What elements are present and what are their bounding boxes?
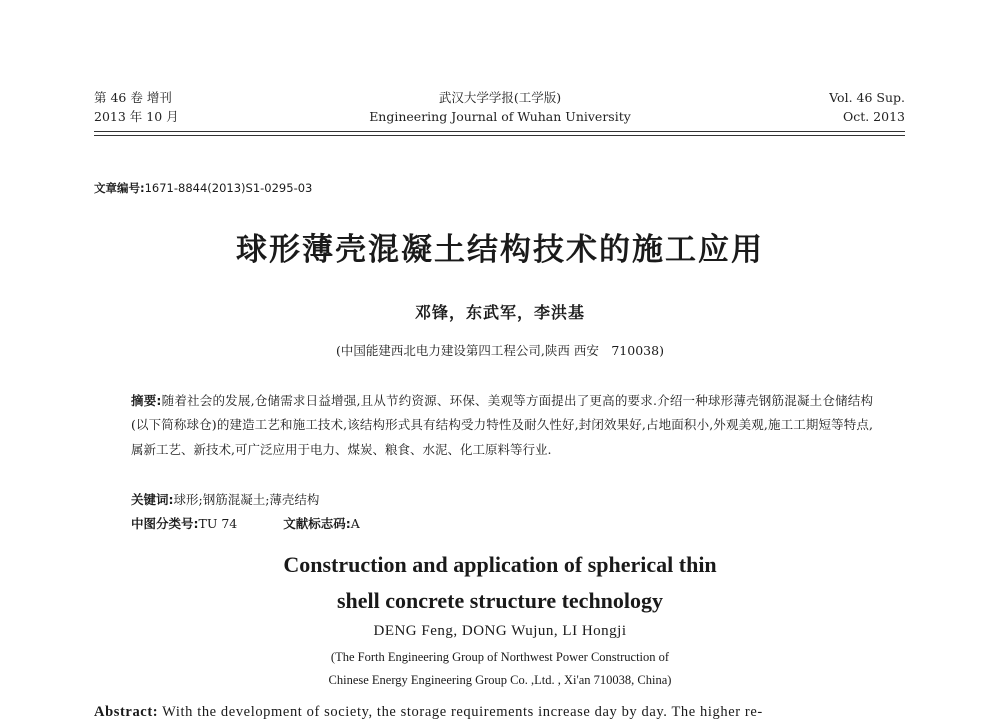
authors-en: DENG Feng, DONG Wujun, LI Hongji <box>373 623 627 639</box>
journal-volume-en <box>829 88 905 126</box>
clc-label: 中图分类号: <box>131 516 199 531</box>
header-rule-bottom <box>94 135 905 136</box>
article-number-label: 文章编号: <box>94 181 145 195</box>
abstract-en-label: Abstract: <box>94 704 159 720</box>
journal-volume-info <box>94 88 179 126</box>
affiliation-en-line1: (The Forth Engineering Group of Northwest Power Construction of <box>330 650 670 664</box>
article-number <box>94 180 312 196</box>
doc-code-label: 文献标志码: <box>283 516 351 531</box>
abstract-en-text: With the development of society, the storage requirements increase day by day. The higher re- <box>162 704 763 720</box>
keywords-text: 球形;钢筋混凝土;薄壳结构 <box>173 492 320 507</box>
authors-cn: 邓锋，东武军，李洪基 <box>414 303 585 322</box>
abstract-cn <box>131 389 873 462</box>
abstract-en <box>94 704 763 721</box>
publication-date: 2013 年 10 月 <box>94 109 179 124</box>
paper-title-cn: 球形薄壳混凝土结构技术的施工应用 <box>236 232 764 268</box>
date-en: Oct. 2013 <box>842 109 905 124</box>
volume-en: Vol. 46 Sup. <box>829 90 905 105</box>
affiliation-en-line2: Chinese Energy Engineering Group Co. ,Ltd. , Xi'an 710038, China) <box>328 673 672 687</box>
article-number-value: 1671-8844(2013)S1-0295-03 <box>144 181 313 195</box>
paper-title-en-line2: shell concrete structure technology <box>336 588 664 613</box>
abstract-cn-text: 随着社会的发展,仓储需求日益增强,且从节约资源、环保、美观等方面提出了更高的要求.介绍一种球形薄壳钢筋混凝土仓储结构(以下简称球仓)的建造工艺和施工技术,该结构形式具有结构受力特性及耐久性好,封闭效果好,占地面积小,外观美观,施工工期短等特点,属新工艺、新技术,可广泛应用于电力、煤炭、粮食、水泥、化工原料等行业. <box>131 393 873 457</box>
header-rule-top <box>94 131 905 132</box>
abstract-cn-label: 摘要: <box>131 393 162 408</box>
journal-name-cn: 武汉大学学报(工学版) <box>438 90 562 105</box>
volume-issue: 第 46 卷 增刊 <box>94 90 172 105</box>
keywords-cn <box>131 490 319 508</box>
doc-code-value: A <box>350 516 360 531</box>
journal-name <box>300 88 700 126</box>
classification-line <box>131 514 360 532</box>
journal-name-en: Engineering Journal of Wuhan University <box>369 109 631 124</box>
keywords-label: 关键词: <box>131 492 174 507</box>
clc-value: TU 74 <box>198 516 238 531</box>
affiliation-cn: (中国能建西北电力建设第四工程公司,陕西 西安 710038) <box>336 343 664 358</box>
paper-title-en-line1: Construction and application of spherical thin <box>283 552 717 577</box>
